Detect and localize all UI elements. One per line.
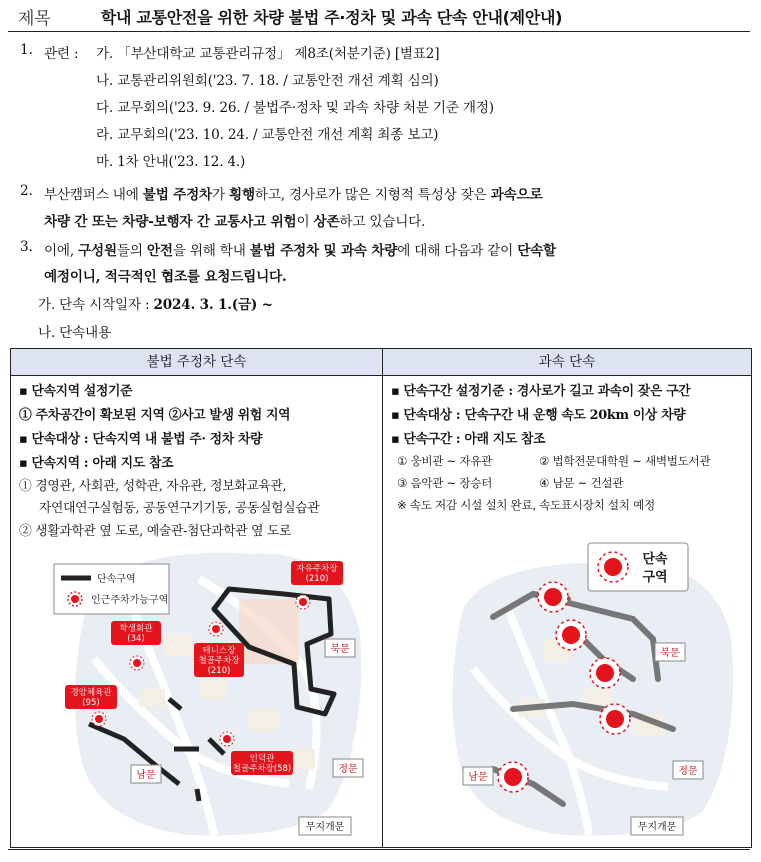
item1-ref-a: 가. 「부산대학교 교통관리규정」 제8조(처분기준) [별표2]: [96, 46, 440, 62]
item2-seg: 가: [211, 187, 230, 203]
svg-text:(34): (34): [127, 634, 145, 644]
speed-legend-l1: 단속: [642, 552, 668, 567]
item1-ref-c: 다. 교무회의('23. 9. 26. / 불법주·정차 및 과속 차량 처분 기준 개정): [96, 100, 494, 116]
item3-num: 3.: [20, 239, 33, 255]
svg-text:철골주차장(58): 철골주차장(58): [232, 764, 292, 774]
gate-main: [673, 761, 703, 779]
right-zone-2: ② 법학전문대학원 ~ 새벽벌도서관: [539, 454, 711, 468]
start-date-label: 가. 단속 시작일자 :: [38, 297, 154, 313]
right-zone: ▪ 단속구간 : 아래 지도 참조: [391, 432, 546, 447]
item3-seg: 이에,: [44, 243, 79, 259]
callout-inyeok: [231, 751, 293, 775]
speed-marker: [590, 658, 620, 688]
svg-text:(210): (210): [207, 666, 231, 676]
callout-jayu: [291, 561, 343, 585]
illegal-parking-header: 불법 주정차 단속: [11, 349, 382, 376]
speed-marker: [538, 582, 568, 612]
item3-seg: 들의: [116, 243, 147, 259]
left-zone-1: ① 경영관, 사회관, 성학관, 자유관, 정보화교육관,: [19, 479, 287, 494]
item1-ref-d: 라. 교무회의('23. 10. 24. / 교통안전 개선 계획 최종 보고): [96, 127, 439, 143]
svg-text:북문: 북문: [660, 648, 680, 659]
svg-text:학생회관: 학생회관: [119, 624, 153, 634]
left-zone-2: ② 생활과학관 옆 도로, 예술관-첨단과학관 옆 도로: [19, 524, 292, 539]
speed-legend: [588, 543, 688, 591]
callout-jayu-l2: (210): [305, 574, 329, 584]
item3-seg: 을 위해 학내: [172, 243, 250, 259]
item3-seg: 불법 주정차 및 과속 차량: [249, 243, 398, 259]
svg-text:북문: 북문: [330, 644, 350, 655]
right-target: ▪ 단속대상 : 단속구간 내 운행 속도 20km 이상 차량: [391, 408, 686, 423]
svg-text:테니스장: 테니스장: [202, 646, 236, 656]
gate-mujigae: [631, 817, 683, 835]
item3-seg: 구성원: [78, 243, 117, 259]
svg-text:남문: 남문: [468, 772, 488, 783]
svg-text:정문: 정문: [678, 766, 698, 777]
item3-seg: 안전: [146, 243, 173, 259]
map-legend-box: [54, 564, 169, 614]
callout-jayu-l1: 자유주차장: [296, 564, 338, 574]
item2-seg: 상존: [313, 214, 340, 230]
left-zone: ▪ 단속지역 : 아래 지도 참조: [19, 456, 174, 471]
item2-seg: 부산캠퍼스 내에: [44, 187, 143, 203]
gate-main: [333, 759, 363, 777]
item2-seg: 하고, 경사로가 많은 지형적 특성상 잦은: [254, 187, 491, 203]
gate-south: [463, 767, 493, 785]
gate-north: [655, 643, 685, 661]
speed-marker: [498, 762, 528, 792]
campus-building: [249, 709, 279, 731]
svg-text:철골주차장: 철골주차장: [198, 656, 240, 666]
item2-seg: 차량 간 또는: [44, 214, 123, 230]
item1-num: 1.: [20, 42, 33, 58]
item3-line2: 예정이니, 적극적인 협조를 요청드립니다.: [44, 269, 287, 285]
svg-text:무지개문: 무지개문: [305, 822, 345, 833]
item3-seg: 에 대해 다음과 같이: [397, 243, 518, 259]
callout-tennis: [194, 643, 244, 677]
title-label: 제목: [18, 8, 51, 29]
svg-text:정문: 정문: [338, 764, 358, 775]
enforcement-zone-segment: [197, 789, 199, 801]
speeding-map-svg: [433, 539, 743, 839]
page-title: 학내 교통안전을 위한 차량 불법 주·정차 및 과속 단속 안내(제안내): [100, 7, 563, 27]
item2-seg: 횡행: [229, 187, 255, 203]
parking-zone-map: [49, 539, 369, 839]
item2-seg: 차량-보행자 간 교통사고 위험: [122, 214, 297, 230]
left-criteria-items: ① 주차공간이 확보된 지역 ②사고 발생 위험 지역: [19, 408, 291, 423]
campus-building: [139, 689, 165, 707]
left-target: ▪ 단속대상 : 단속지역 내 불법 주· 정차 차량: [19, 432, 263, 447]
right-note: ※ 속도 저감 시설 설치 완료, 속도표시장치 설치 예정: [397, 498, 655, 512]
speed-marker: [600, 704, 630, 734]
illegal-parking-column: [11, 349, 383, 847]
enforcement-table: [10, 348, 752, 848]
right-zone-3: ③ 음악관 ~ 장승터: [397, 476, 493, 490]
campus-building: [199, 679, 227, 699]
gate-north: [325, 639, 355, 657]
item3-sub-b: 나. 단속내용: [38, 325, 111, 341]
item2-num: 2.: [20, 183, 33, 199]
callout-student: [111, 621, 161, 645]
speeding-header: 과속 단속: [383, 349, 751, 376]
start-date-value: 2024. 3. 1.(금) ~: [153, 297, 273, 313]
right-zone-4: ④ 남문 ~ 건설관: [539, 476, 624, 490]
svg-text:무지개문: 무지개문: [637, 822, 677, 833]
gate-south: [131, 765, 161, 783]
callout-gym: [65, 685, 117, 709]
item3-seg: 단속할: [517, 243, 556, 259]
speeding-column: [383, 349, 751, 847]
item1-ref-b: 나. 교통관리위원회('23. 7. 18. / 교통안전 개선 계획 심의): [96, 73, 439, 89]
left-criteria-heading: ▪ 단속지역 설정기준: [19, 384, 133, 399]
right-criteria: ▪ 단속구간 설정기준 : 경사로가 길고 과속이 잦은 구간: [391, 384, 691, 399]
item2-seg: 불법 주정차: [142, 187, 212, 203]
item2-seg: 하고 있습니다.: [339, 214, 426, 230]
item2-seg: 과속으로: [490, 187, 543, 203]
item2-line2: [44, 210, 425, 230]
item3-sub-a: [38, 293, 273, 313]
bottom-divider: [8, 849, 750, 850]
item3-line1: [44, 239, 556, 259]
item1-ref-e: 마. 1차 안내('23. 12. 4.): [96, 154, 246, 170]
svg-text:(95): (95): [82, 698, 100, 708]
svg-text:경암체육관: 경암체육관: [70, 688, 112, 698]
legend-parking-label: 인근주차가능구역: [91, 595, 169, 606]
campus-building: [164, 634, 194, 656]
right-zone-1: ① 웅비관 ~ 자유관: [397, 454, 493, 468]
item1-label: 관련 :: [44, 46, 79, 62]
parking-map-svg: [49, 539, 369, 839]
speed-marker: [556, 620, 586, 650]
svg-text:남문: 남문: [136, 770, 156, 781]
legend-zone-label: 단속구역: [97, 574, 136, 585]
title-row: [8, 4, 750, 28]
left-zone-1b: 자연대연구실험동, 공동연구기기동, 공동실험실습관: [39, 501, 320, 516]
item2-line1: [44, 183, 542, 203]
speed-legend-l2: 구역: [642, 570, 668, 585]
title-divider: [8, 31, 750, 32]
gate-mujigae: [299, 817, 351, 835]
svg-text:인덕관: 인덕관: [249, 754, 275, 764]
item2-seg: 이: [296, 214, 314, 230]
speeding-zone-map: [433, 539, 743, 839]
